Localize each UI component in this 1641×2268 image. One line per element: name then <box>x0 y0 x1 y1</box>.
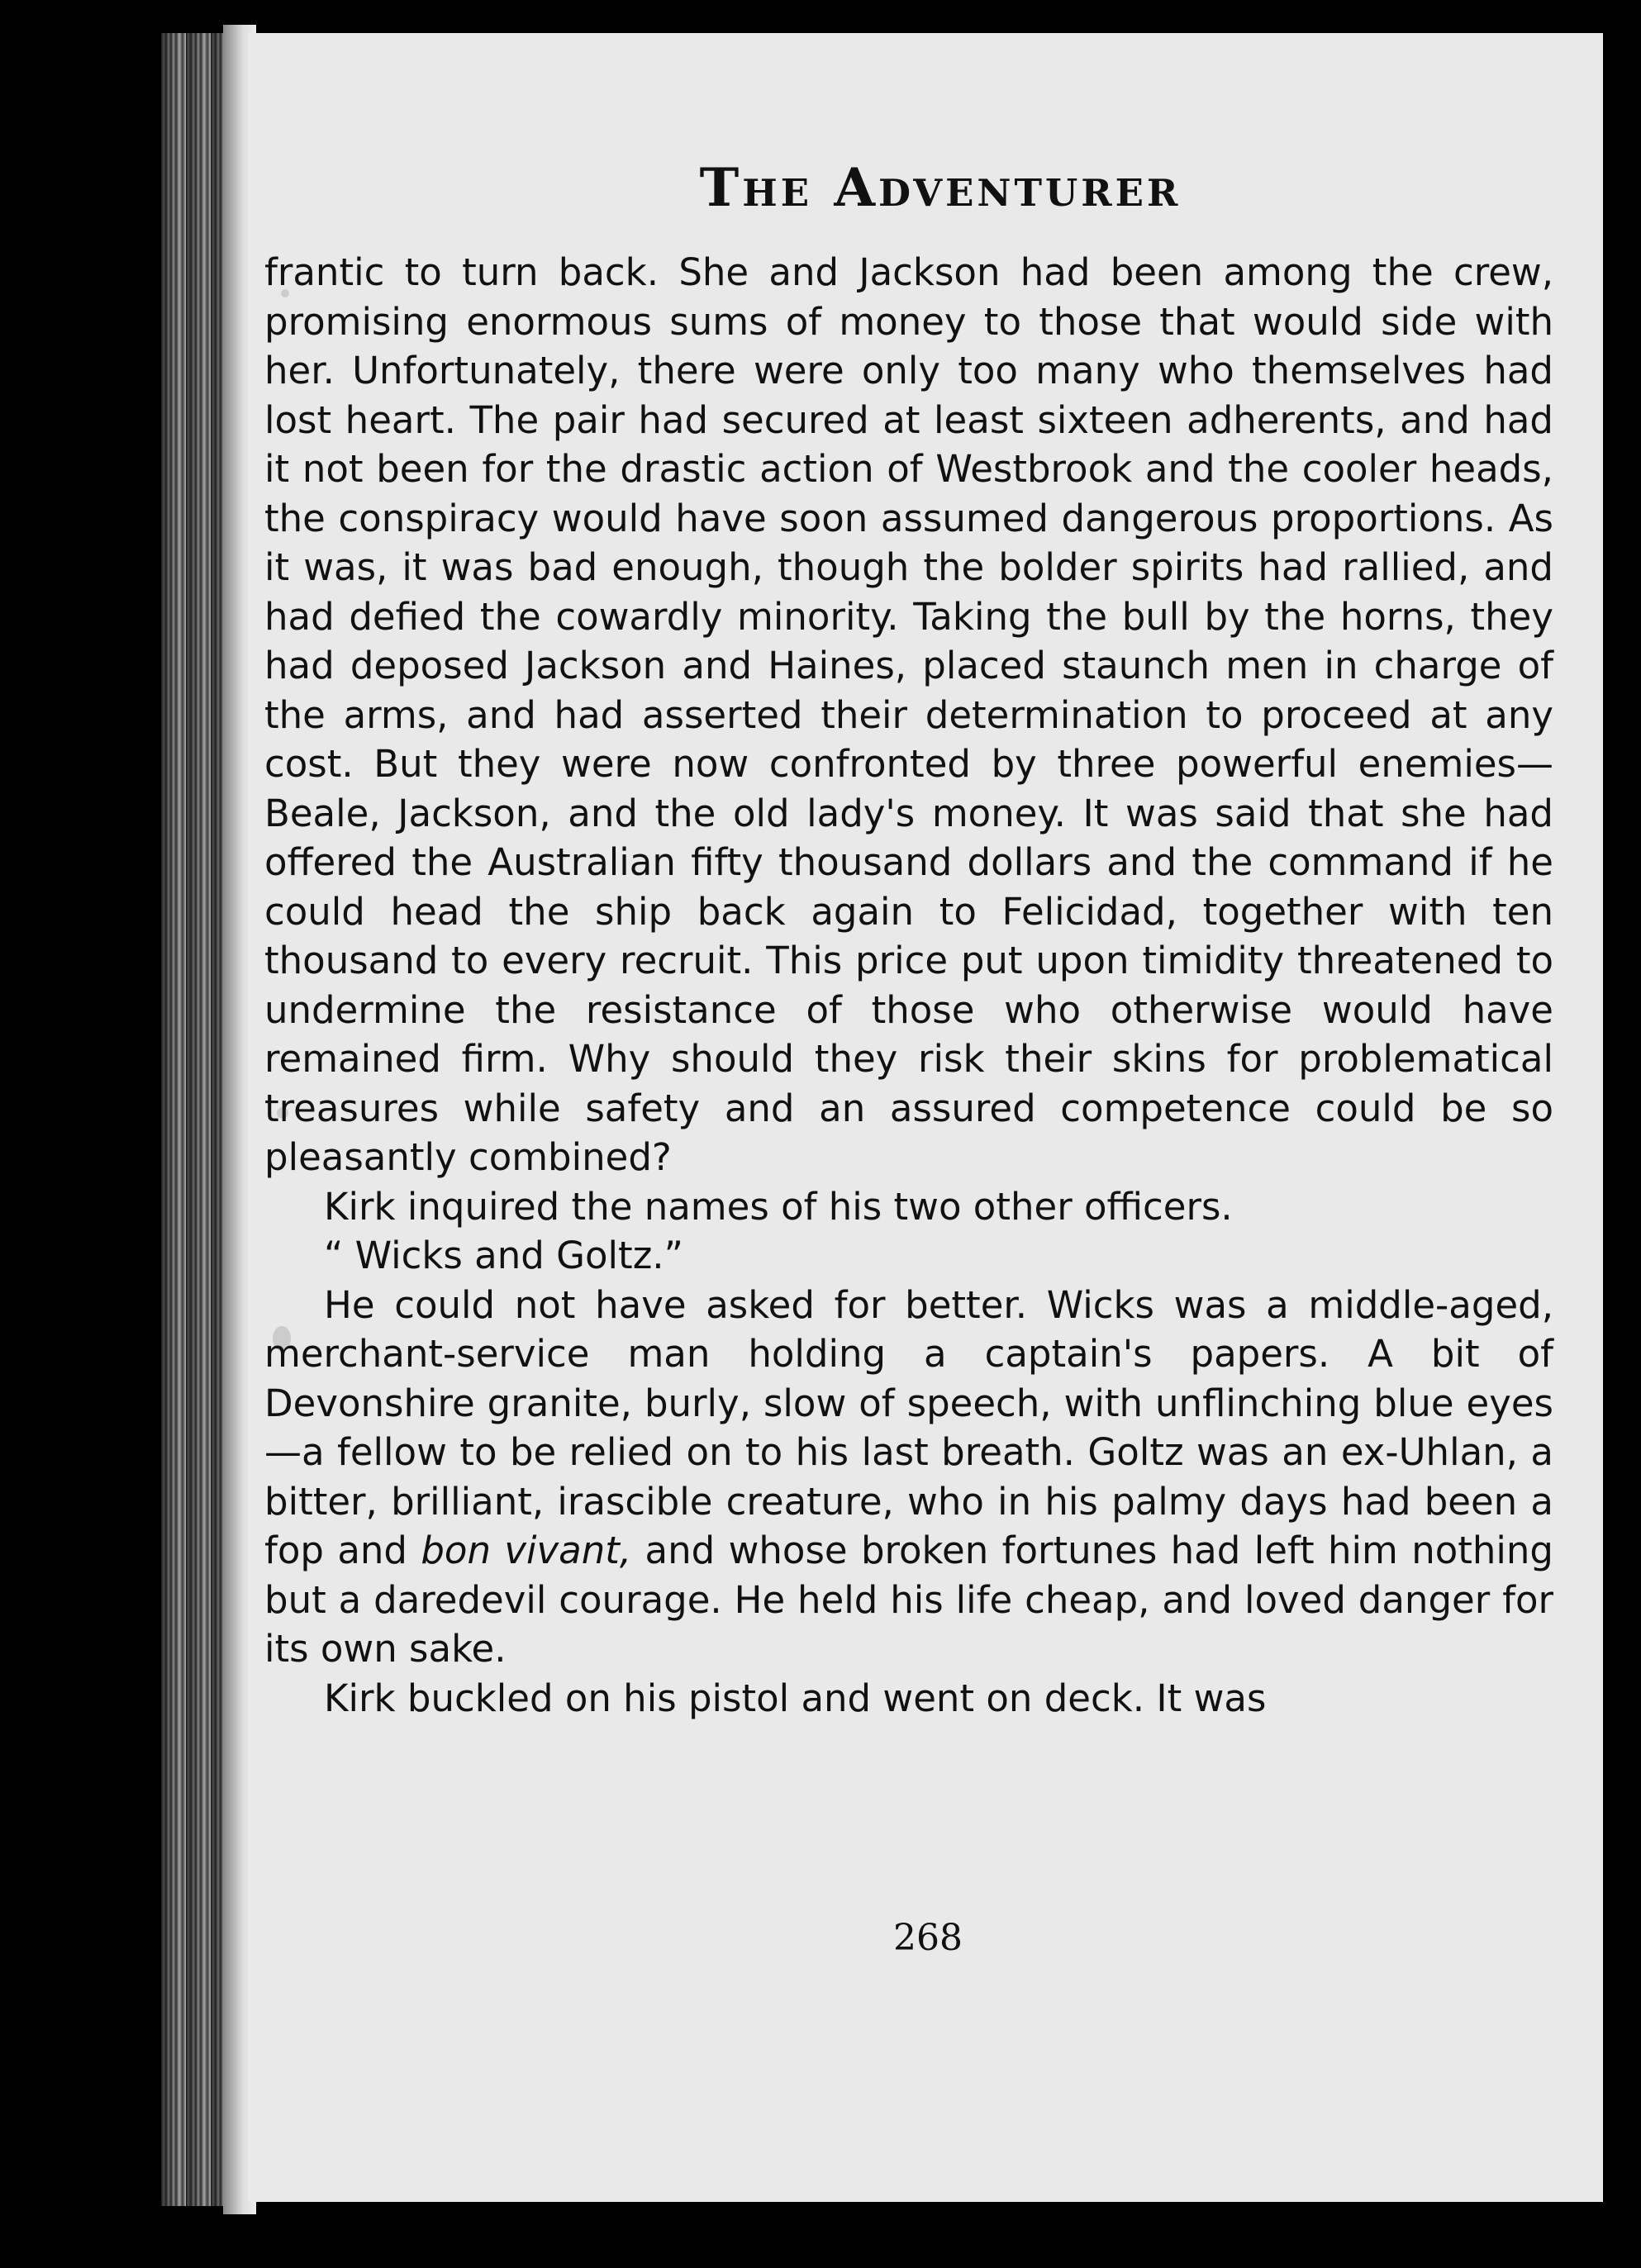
paragraph-2: Kirk inquired the names of his two other officers. <box>324 1184 1233 1229</box>
italic-phrase: bon vivant, <box>421 1529 632 1572</box>
page-number: 268 <box>893 1917 963 1959</box>
body-text <box>264 248 1553 1723</box>
paragraph-4-text-a: He could not have asked for better. Wicks was a middle-aged, merchant-service man holding a captain's papers. A bit of Devonshire granite, burly, slow of speech, with unflinching blue eyes—a fellow to be relied on to his last breath. Goltz was an ex-Uhlan, a bitter, brilliant, irascible creature, who in his palmy days had been a fop and <box>264 1282 1553 1572</box>
paragraph-5: Kirk buckled on his pistol and went on deck. It was <box>324 1676 1267 1720</box>
paragraph-4 <box>264 1281 1553 1674</box>
paragraph-4-text-b: and whose broken fortunes had left him nothing but a daredevil courage. He held his life cheap, and loved danger for its own sake. <box>264 1529 1553 1671</box>
paragraph-1: frantic to turn back. She and Jackson had been among the crew, promising enormous sums of money to those that would side with her. Unfortunately, there were only too many who themselves had lost heart. The pair had secured at least sixteen adherents, and had it not been for the drastic action of Westbrook and the cooler heads, the conspiracy would have soon assumed dangerous proportions. As it was, it was bad enough, though the bolder spirits had rallied, and had defied the cowardly minority. Taking the bull by the horns, they had deposed Jackson and Haines, placed staunch men in charge of the arms, and had asserted their determination to proceed at any cost. But they were now confronted by three powerful enemies—Beale, Jackson, and the old lady's money. It was said that she had offered the Australian fifty thousand dollars and the command if he could head the ship back again to Felicidad, together with ten thousand to every recruit. This price put upon timidity threatened to undermine the resistance of those who otherwise would have remained firm. Why should they risk their skins for problematical treasures while safety and an assured competence could be so pleasantly combined? <box>264 250 1553 1179</box>
running-head: The Adventurer <box>699 157 1182 219</box>
paragraph-3: “ Wicks and Goltz.” <box>324 1234 683 1277</box>
